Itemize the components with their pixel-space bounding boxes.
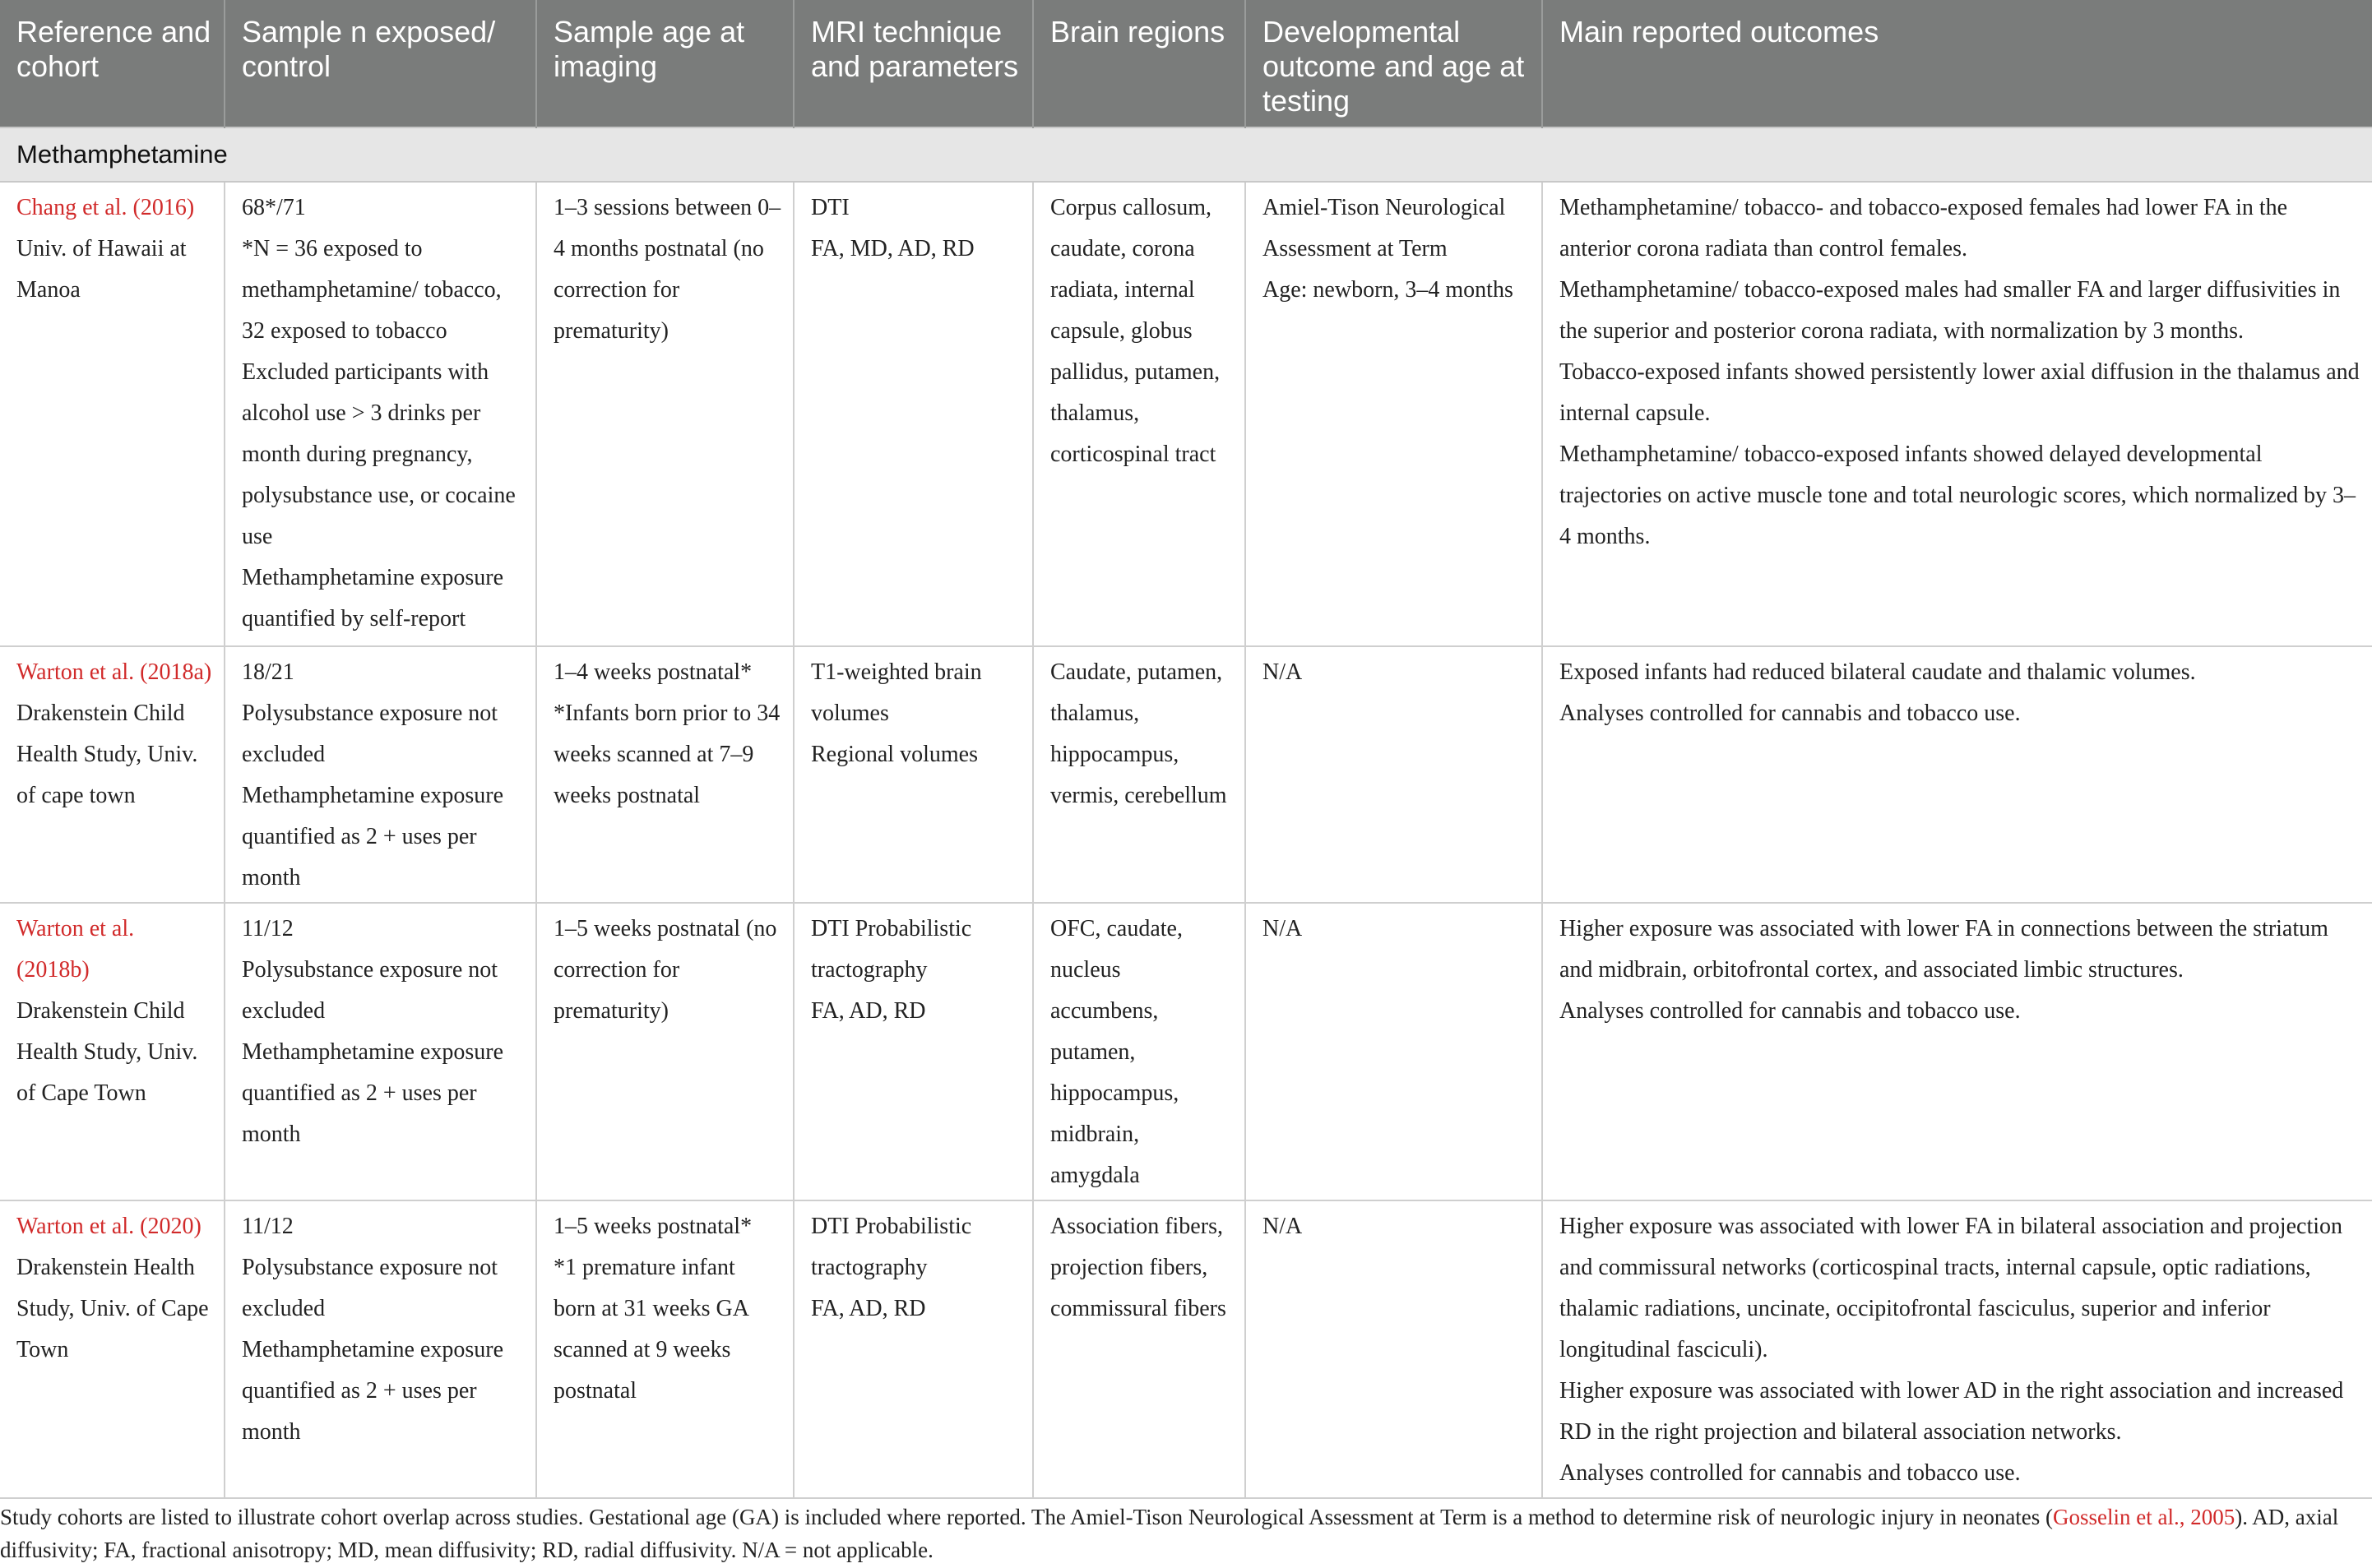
age-cell [536,182,794,646]
section-label: Methamphetamine [0,127,2372,182]
table-row [0,1200,2372,1498]
reference-link[interactable]: Warton et al. (2018a) [16,659,212,685]
header-age: Sample age at imaging [536,0,794,127]
outcomes-cell [1542,1200,2372,1498]
dev-cell [1245,903,1542,1200]
outcome-line: Higher exposure was associated with lower FA in bilateral association and projection and commissural networks (corticospinal tracts, internal capsule, optic radiations, thalamic radiations, uncinate, occipitofrontal fasciculus, superior and inferior longitudinal fasciculi). [1559,1214,2342,1362]
reference-cell [0,646,225,903]
header-developmental: Developmental outcome and age at testing [1245,0,1542,127]
header-mri: MRI technique and parameters [794,0,1033,127]
mri-line: DTI Probabilistic tractography [811,916,972,983]
dev-cell [1245,646,1542,903]
outcome-line: Tobacco-exposed infants showed persistently lower axial diffusion in the thalamus and internal capsule. [1559,359,2360,426]
reference-cell [0,182,225,646]
cohort-text: Univ. of Hawaii at Manoa [16,236,187,303]
age-cell [536,903,794,1200]
dev-line: Amiel-Tison Neurological Assessment at Term [1262,195,1506,261]
sample-line: Polysubstance exposure not excluded [242,1255,498,1321]
sample-line: Polysubstance exposure not excluded [242,701,498,767]
header-reference: Reference and cohort [0,0,225,127]
reference-cell [0,1200,225,1498]
sample-line: 11/12 [242,916,294,941]
sample-line: Methamphetamine exposure quantified by self-report [242,565,504,631]
footnote-reference-link[interactable]: Gosselin et al., 2005 [2053,1505,2235,1529]
outcome-line: Methamphetamine/ tobacco-exposed infants showed delayed developmental trajectories on active muscle tone and total neurologic scores, which normalized by 3–4 months. [1559,442,2356,549]
mri-line: DTI Probabilistic tractography [811,1214,972,1280]
cohort-text: Drakenstein Health Study, Univ. of Cape Town [16,1255,209,1362]
dev-line: N/A [1262,1214,1303,1239]
header-sample: Sample n exposed/ control [225,0,536,127]
mri-line: Regional volumes [811,742,978,767]
age-line: *Infants born prior to 34 weeks scanned at 7–9 weeks postnatal [554,701,781,808]
sample-line: Polysubstance exposure not excluded [242,957,498,1024]
outcomes-cell [1542,182,2372,646]
sample-line: Methamphetamine exposure quantified as 2 + uses per month [242,1039,504,1147]
regions-cell [1033,182,1245,646]
age-line: 1–5 weeks postnatal (no correction for prematurity) [554,916,777,1024]
outcome-line: Exposed infants had reduced bilateral caudate and thalamic volumes. [1559,659,2196,685]
outcomes-cell [1542,903,2372,1200]
mri-cell [794,1200,1033,1498]
reference-link[interactable]: Warton et al. (2020) [16,1214,202,1239]
outcomes-cell [1542,646,2372,903]
regions-line: OFC, caudate, nucleus accumbens, putamen, hippocampus, midbrain, amygdala [1050,916,1183,1188]
sample-line: Methamphetamine exposure quantified as 2 + uses per month [242,1337,504,1445]
age-line: 1–3 sessions between 0–4 months postnatal (no correction for prematurity) [554,195,781,344]
table-row [0,182,2372,646]
mri-line: FA, AD, RD [811,998,926,1024]
outcome-line: Higher exposure was associated with lower FA in connections between the striatum and midbrain, orbitofrontal cortex, and associated limbic structures. [1559,916,2328,983]
outcome-line: Higher exposure was associated with lower AD in the right association and increased RD in the right projection and bilateral association networks. [1559,1378,2344,1445]
sample-cell [225,182,536,646]
table-row [0,903,2372,1200]
age-cell [536,1200,794,1498]
outcome-line: Methamphetamine/ tobacco- and tobacco-exposed females had lower FA in the anterior corona radiata than control females. [1559,195,2288,261]
header-outcomes: Main reported outcomes [1542,0,2372,127]
age-line: 1–5 weeks postnatal* [554,1214,753,1239]
sample-line: Methamphetamine exposure quantified as 2 + uses per month [242,783,504,890]
mri-line: FA, MD, AD, RD [811,236,975,261]
sample-line: 68*/71 [242,195,306,220]
cohort-text: Drakenstein Child Health Study, Univ. of cape town [16,701,198,808]
dev-cell [1245,1200,1542,1498]
mri-line: T1-weighted brain volumes [811,659,982,726]
table-row [0,646,2372,903]
footnote-text: Study cohorts are listed to illustrate cohort overlap across studies. Gestational age (GA) is included where reported. The Amiel-Tison Neurological Assessment at Term is a method to determine risk of neurologic injury in neonates ( [0,1505,2054,1529]
age-line: 1–4 weeks postnatal* [554,659,753,685]
dev-line: N/A [1262,659,1303,685]
mri-cell [794,903,1033,1200]
sample-cell [225,646,536,903]
section-row [0,127,2372,182]
sample-cell [225,903,536,1200]
reference-cell [0,903,225,1200]
table-footnote [0,1501,2360,1566]
outcome-line: Analyses controlled for cannabis and tobacco use. [1559,1460,2021,1486]
footnote-text-end: ). AD, axial diffusivity; FA, fractional anisotropy; MD, mean diffusivity; RD, radial diffusivity. N/A = not applicable. [0,1505,2339,1562]
sample-line: *N = 36 exposed to methamphetamine/ tobacco, 32 exposed to tobacco [242,236,502,344]
dev-line: N/A [1262,916,1303,941]
regions-line: Caudate, putamen, thalamus, hippocampus, vermis, cerebellum [1050,659,1227,808]
mri-line: FA, AD, RD [811,1296,926,1321]
regions-cell [1033,903,1245,1200]
regions-line: Corpus callosum, caudate, corona radiata, internal capsule, globus pallidus, putamen, thalamus, corticospinal tract [1050,195,1221,467]
reference-link[interactable]: Chang et al. (2016) [16,195,195,220]
regions-cell [1033,1200,1245,1498]
sample-cell [225,1200,536,1498]
mri-line: DTI [811,195,850,220]
sample-line: Excluded participants with alcohol use > 3 drinks per month during pregnancy, polysubstance use, or cocaine use [242,359,516,549]
age-cell [536,646,794,903]
outcome-line: Analyses controlled for cannabis and tobacco use. [1559,998,2021,1024]
outcome-line: Analyses controlled for cannabis and tobacco use. [1559,701,2021,726]
mri-cell [794,182,1033,646]
regions-cell [1033,646,1245,903]
cohort-text: Drakenstein Child Health Study, Univ. of Cape Town [16,998,198,1106]
outcome-line: Methamphetamine/ tobacco-exposed males had smaller FA and larger diffusivities in the superior and posterior corona radiata, with normalization by 3 months. [1559,277,2341,344]
header-row [0,0,2372,127]
dev-cell [1245,182,1542,646]
sample-line: 18/21 [242,659,294,685]
reference-link[interactable]: Warton et al. (2018b) [16,916,135,983]
regions-line: Association fibers, projection fibers, commissural fibers [1050,1214,1226,1321]
dev-line: Age: newborn, 3–4 months [1262,277,1513,303]
mri-cell [794,646,1033,903]
header-regions: Brain regions [1033,0,1245,127]
sample-line: 11/12 [242,1214,294,1239]
age-line: *1 premature infant born at 31 weeks GA scanned at 9 weeks postnatal [554,1255,748,1404]
